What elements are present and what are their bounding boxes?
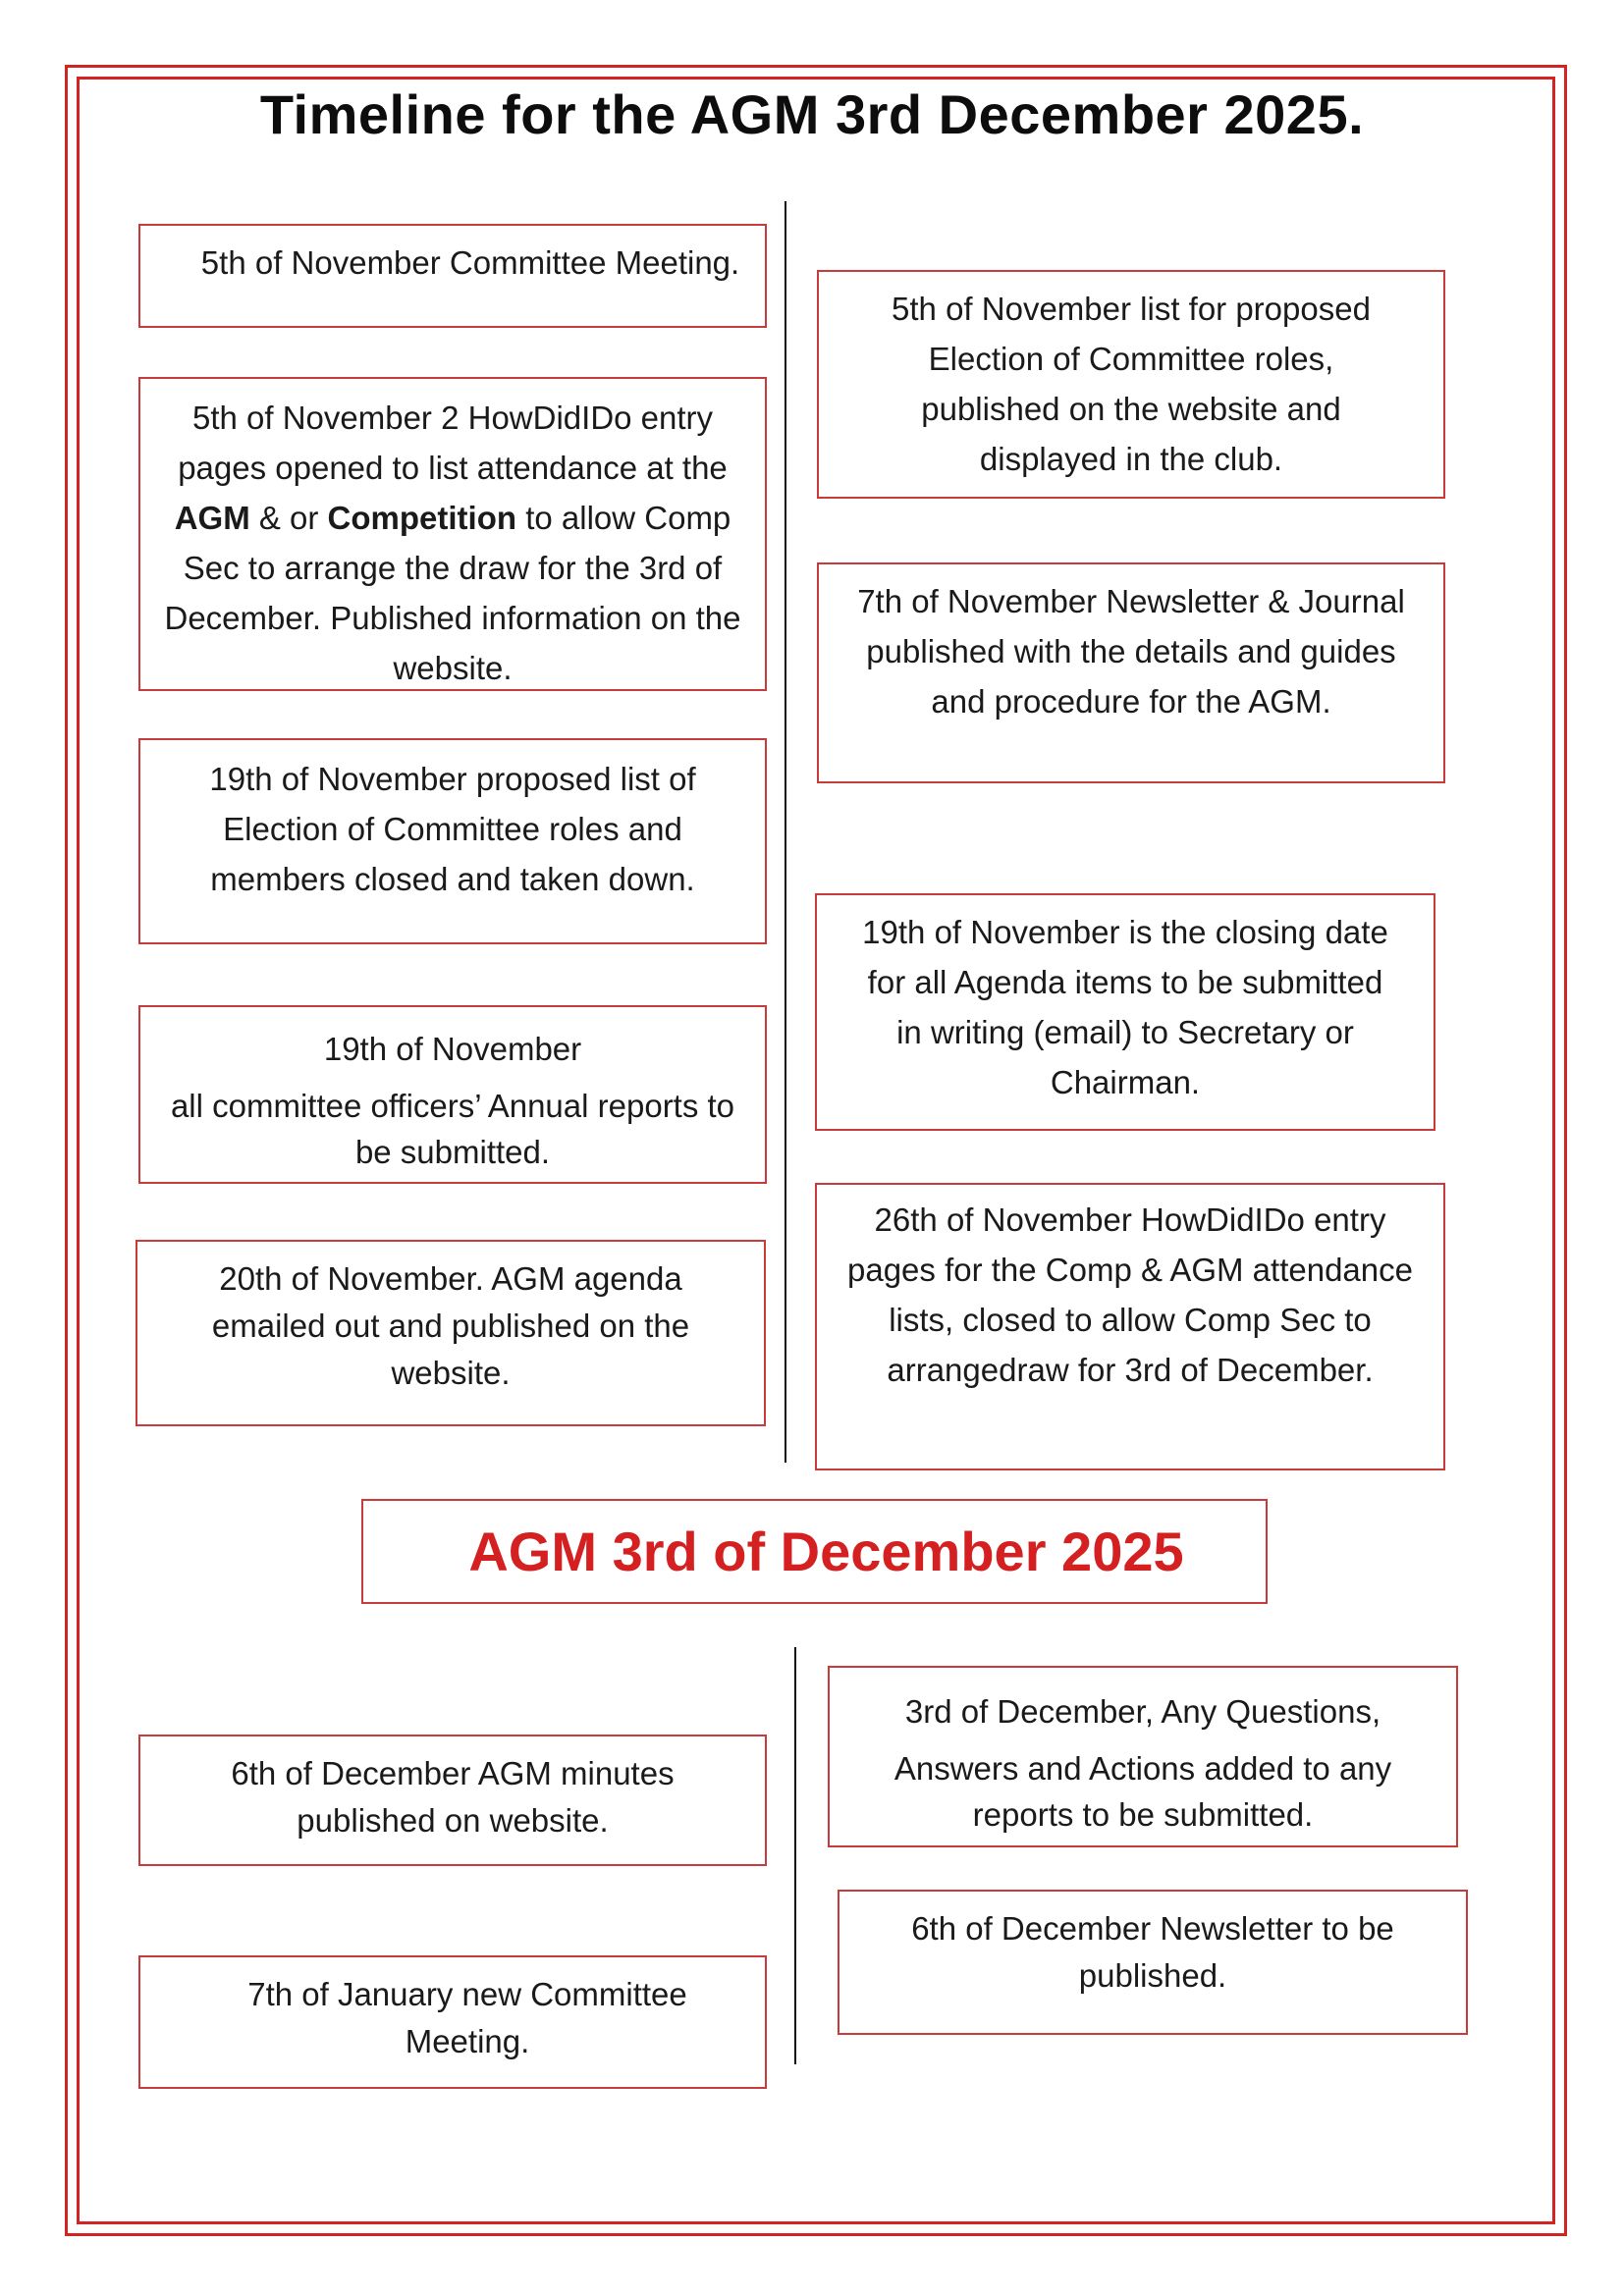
timeline-item-committee-meeting: 5th of November Committee Meeting. <box>138 224 767 328</box>
timeline-item-howdidido-opened <box>138 377 767 691</box>
timeline-item-annual-reports <box>138 1005 767 1184</box>
timeline-item-howdidido-closed: 26th of November HowDidIDo entry pages for the Comp & AGM attendance lists, closed to allow Comp Sec to arrangedraw for 3rd of December. <box>815 1183 1445 1470</box>
annual-reports-date: 19th of November <box>323 1031 582 1067</box>
timeline-item-agenda-emailed: 20th of November. AGM agenda emailed out and published on the website. <box>135 1240 766 1426</box>
timeline-item-newsletter-journal: 7th of November Newsletter & Journal published with the details and guides and procedure for the AGM. <box>817 562 1445 783</box>
howdidido-opened-text: 5th of November 2 HowDidIDo entry pages opened to list attendance at the AGM & or Competition to allow Comp Sec to arrange the draw for the 3rd of December. Published information on the website. <box>164 400 741 686</box>
timeline-item-election-list-published: 5th of November list for proposed Election of Committee roles, published on the website and displayed in the club. <box>817 270 1445 499</box>
timeline-divider-bottom <box>794 1647 796 2064</box>
questions-answers-text: Answers and Actions added to any reports to be submitted. <box>893 1749 1392 1833</box>
questions-answers-heading: 3rd of December, Any Questions, <box>904 1692 1381 1730</box>
timeline-item-agm-minutes: 6th of December AGM minutes published on website. <box>138 1735 767 1866</box>
agm-date-banner: AGM 3rd of December 2025 <box>361 1499 1268 1604</box>
timeline-item-agenda-closing-date: 19th of November is the closing date for all Agenda items to be submitted in writing (email) to Secretary or Chairman. <box>815 893 1435 1131</box>
timeline-item-december-newsletter: 6th of December Newsletter to be published. <box>838 1890 1468 2035</box>
timeline-item-new-committee-meeting: 7th of January new Committee Meeting. <box>138 1955 767 2089</box>
annual-reports-text: all committee officers’ Annual reports to be submitted. <box>170 1088 735 1170</box>
timeline-item-questions-answers <box>828 1666 1458 1847</box>
page-title: Timeline for the AGM 3rd December 2025. <box>259 83 1365 145</box>
timeline-divider-top <box>785 201 786 1463</box>
timeline-item-election-list-closed: 19th of November proposed list of Election of Committee roles and members closed and taken down. <box>138 738 767 944</box>
